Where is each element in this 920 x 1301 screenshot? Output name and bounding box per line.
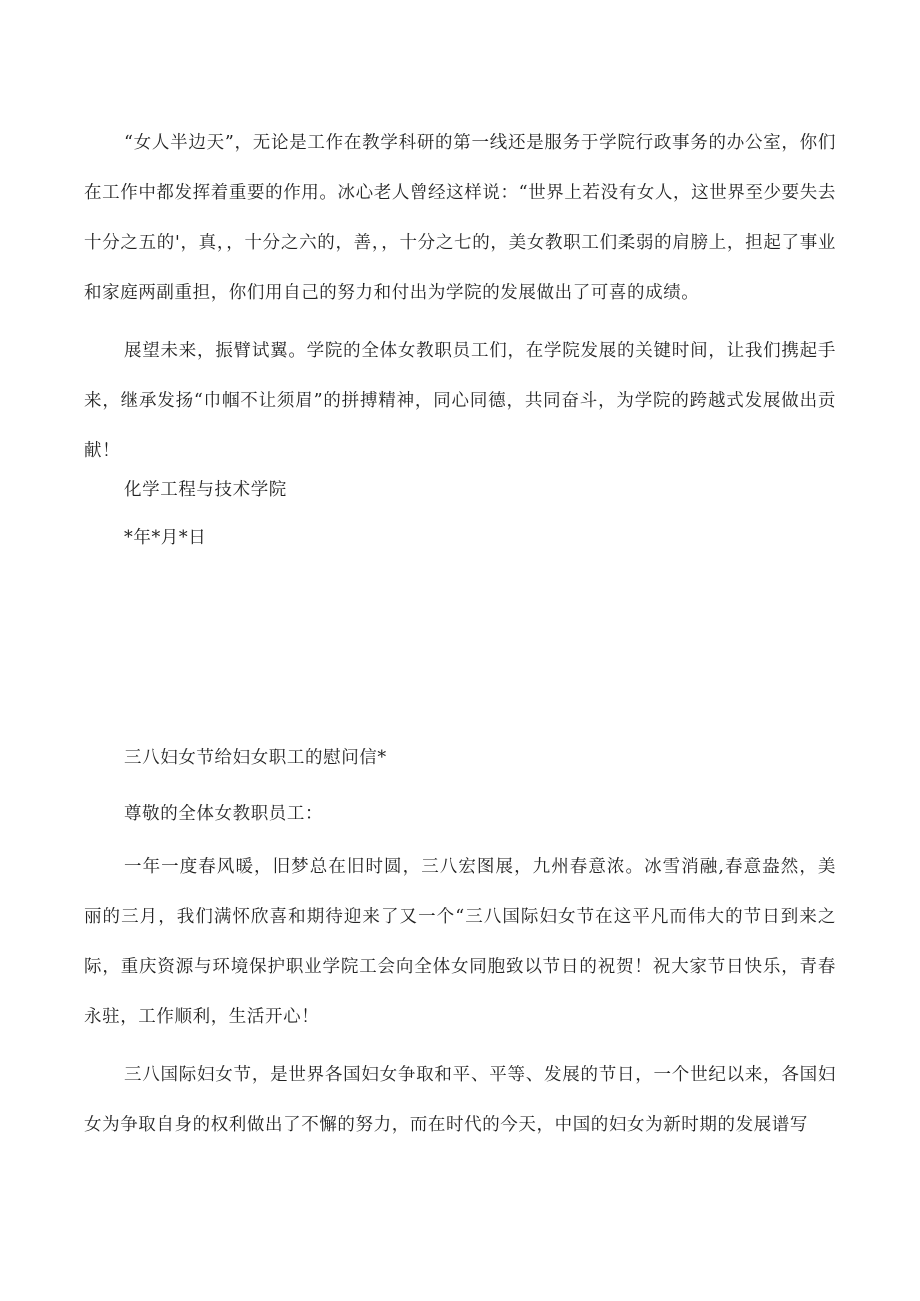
salutation: 尊敬的全体女教职员工： [124, 804, 324, 824]
body-paragraph: 展望未来，振臂试翼。学院的全体女教职员工们，在学院发展的关键时间，让我们携起手来，继承发扬“巾帼不让须眉”的拼搏精神，同心同德，共同奋斗，为学院的跨越式发展做出贡献！ [84, 341, 836, 461]
body-paragraph: “女人半边天”，无论是工作在教学科研的第一线还是服务于学院行政事务的办公室，你们在工作中都发挥着重要的作用。冰心老人曾经这样说：“世界上若没有女人，这世界至少要失去十分之五的'，真，，十分之六的，善，，十分之七的，美女教职工们柔弱的肩膀上，担起了事业和家庭两副重担，你们用自己的努力和付出为学院的发展做出了可喜的成绩。 [84, 133, 836, 303]
signature-organization: 化学工程与技术学院 [124, 480, 287, 500]
signature-date: *年*月*日 [124, 528, 207, 548]
body-paragraph: 一年一度春风暖，旧梦总在旧时圆，三八宏图展，九州春意浓。冰雪消融,春意盎然，美丽的三月，我们满怀欣喜和期待迎来了又一个“三八国际妇女节在这平凡而伟大的节日到来之际，重庆资源与环境保护职业学院工会向全体女同胞致以节日的祝贺！祝大家节日快乐，青春永驻，工作顺利，生活开心！ [84, 857, 836, 1027]
body-paragraph: 三八国际妇女节，是世界各国妇女争取和平、平等、发展的节日，一个世纪以来，各国妇女为争取自身的权利做出了不懈的努力，而在时代的今天，中国的妇女为新时期的发展谱写 [84, 1065, 836, 1135]
letter-title: 三八妇女节给妇女职工的慰问信* [124, 748, 387, 768]
